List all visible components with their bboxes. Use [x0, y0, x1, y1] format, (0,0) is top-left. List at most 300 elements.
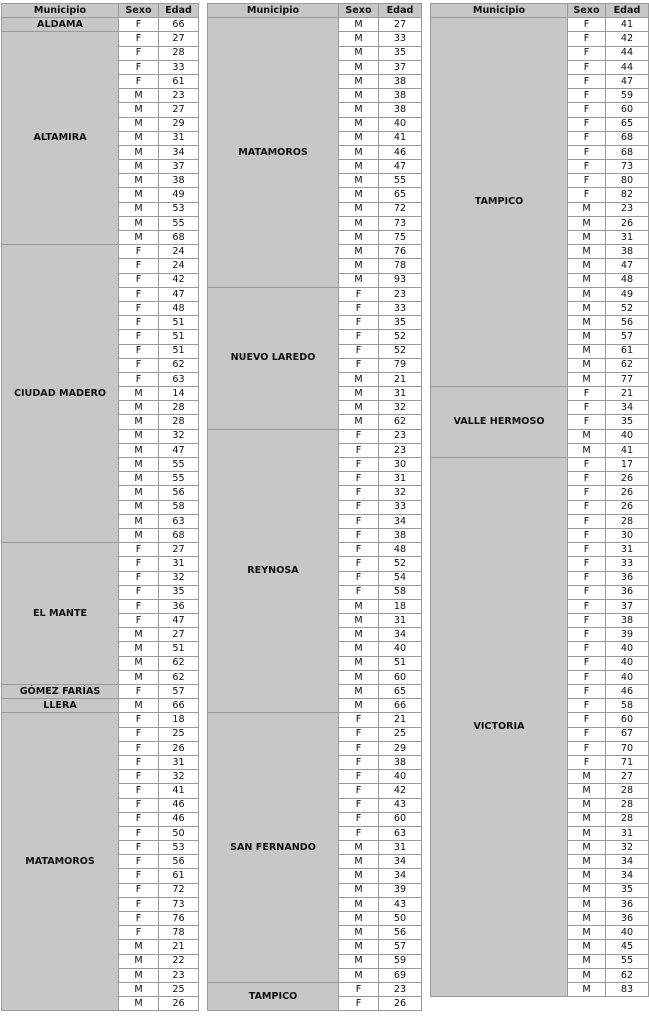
edad-cell: 42: [606, 32, 649, 46]
sexo-cell: F: [339, 458, 379, 472]
edad-cell: 47: [159, 287, 199, 301]
edad-cell: 38: [606, 614, 649, 628]
edad-cell: 25: [379, 727, 422, 741]
sexo-cell: M: [119, 188, 159, 202]
edad-cell: 68: [606, 131, 649, 145]
sexo-cell: F: [119, 897, 159, 911]
edad-cell: 31: [379, 472, 422, 486]
sexo-cell: F: [568, 415, 606, 429]
edad-cell: 68: [159, 528, 199, 542]
sexo-cell: M: [568, 287, 606, 301]
edad-cell: 51: [159, 642, 199, 656]
edad-cell: 38: [159, 174, 199, 188]
sexo-cell: F: [119, 60, 159, 74]
sexo-cell: M: [119, 443, 159, 457]
sexo-cell: F: [119, 330, 159, 344]
municipio-cell: GÓMEZ FARÍAS: [2, 685, 119, 699]
sexo-cell: M: [339, 372, 379, 386]
sexo-cell: F: [568, 585, 606, 599]
sexo-cell: M: [339, 245, 379, 259]
edad-cell: 51: [159, 344, 199, 358]
edad-cell: 43: [379, 897, 422, 911]
sexo-cell: M: [568, 216, 606, 230]
sexo-cell: M: [339, 103, 379, 117]
sexo-cell: F: [339, 557, 379, 571]
data-table-3: [430, 3, 649, 997]
edad-cell: 72: [379, 202, 422, 216]
edad-cell: 55: [159, 472, 199, 486]
sexo-cell: F: [568, 727, 606, 741]
sexo-cell: F: [568, 642, 606, 656]
edad-cell: 36: [606, 897, 649, 911]
edad-cell: 29: [379, 741, 422, 755]
edad-cell: 49: [159, 188, 199, 202]
edad-cell: 48: [159, 301, 199, 315]
edad-cell: 14: [159, 387, 199, 401]
sexo-cell: F: [568, 755, 606, 769]
sexo-cell: F: [119, 926, 159, 940]
edad-cell: 25: [159, 727, 199, 741]
edad-cell: 51: [159, 330, 199, 344]
sexo-cell: M: [568, 443, 606, 457]
sexo-cell: F: [339, 330, 379, 344]
edad-cell: 38: [379, 103, 422, 117]
sexo-cell: M: [339, 954, 379, 968]
sexo-cell: F: [339, 528, 379, 542]
sexo-cell: F: [119, 685, 159, 699]
edad-cell: 28: [159, 415, 199, 429]
edad-cell: 40: [606, 670, 649, 684]
sexo-cell: M: [119, 145, 159, 159]
edad-cell: 48: [606, 273, 649, 287]
edad-cell: 23: [379, 443, 422, 457]
edad-cell: 60: [606, 713, 649, 727]
sexo-cell: F: [568, 614, 606, 628]
sexo-cell: M: [568, 812, 606, 826]
sexo-cell: M: [568, 940, 606, 954]
edad-cell: 71: [606, 755, 649, 769]
table-row: [431, 458, 649, 472]
edad-cell: 27: [379, 18, 422, 32]
sexo-cell: F: [339, 727, 379, 741]
sexo-cell: M: [339, 855, 379, 869]
sexo-cell: M: [119, 401, 159, 415]
municipio-cell: MATAMOROS: [208, 18, 339, 288]
edad-cell: 60: [379, 812, 422, 826]
edad-cell: 79: [379, 358, 422, 372]
edad-cell: 65: [606, 117, 649, 131]
sexo-cell: F: [568, 160, 606, 174]
sexo-cell: M: [568, 826, 606, 840]
sexo-cell: M: [339, 18, 379, 32]
sexo-cell: M: [119, 670, 159, 684]
sexo-cell: F: [568, 117, 606, 131]
edad-cell: 27: [159, 543, 199, 557]
edad-cell: 63: [159, 514, 199, 528]
edad-cell: 38: [379, 528, 422, 542]
sexo-cell: F: [119, 74, 159, 88]
municipio-cell: NUEVO LAREDO: [208, 287, 339, 429]
edad-cell: 62: [379, 415, 422, 429]
sexo-cell: F: [568, 103, 606, 117]
sexo-cell: F: [119, 798, 159, 812]
sexo-cell: F: [119, 855, 159, 869]
sexo-cell: F: [568, 670, 606, 684]
edad-cell: 58: [606, 699, 649, 713]
sexo-cell: M: [568, 770, 606, 784]
edad-cell: 60: [379, 670, 422, 684]
edad-cell: 40: [379, 117, 422, 131]
municipio-cell: MATAMOROS: [2, 713, 119, 1011]
edad-cell: 37: [159, 160, 199, 174]
edad-cell: 47: [606, 259, 649, 273]
edad-cell: 76: [379, 245, 422, 259]
edad-cell: 66: [379, 699, 422, 713]
table-row: [2, 685, 199, 699]
edad-cell: 26: [606, 500, 649, 514]
edad-cell: 18: [159, 713, 199, 727]
edad-cell: 21: [606, 387, 649, 401]
edad-cell: 31: [159, 131, 199, 145]
sexo-cell: M: [339, 670, 379, 684]
table-row: [208, 429, 422, 443]
sexo-cell: F: [568, 174, 606, 188]
sexo-cell: M: [339, 145, 379, 159]
edad-cell: 56: [606, 316, 649, 330]
edad-cell: 32: [159, 770, 199, 784]
edad-cell: 28: [606, 812, 649, 826]
edad-cell: 42: [379, 784, 422, 798]
edad-cell: 78: [159, 926, 199, 940]
edad-cell: 59: [379, 954, 422, 968]
edad-cell: 31: [159, 755, 199, 769]
edad-cell: 38: [379, 755, 422, 769]
edad-cell: 38: [606, 245, 649, 259]
sexo-cell: M: [119, 656, 159, 670]
sexo-cell: M: [119, 628, 159, 642]
sexo-cell: F: [119, 259, 159, 273]
edad-cell: 49: [606, 287, 649, 301]
edad-cell: 26: [159, 741, 199, 755]
sexo-cell: F: [339, 543, 379, 557]
edad-cell: 63: [159, 372, 199, 386]
edad-cell: 34: [379, 855, 422, 869]
sexo-cell: M: [339, 160, 379, 174]
edad-cell: 27: [606, 770, 649, 784]
sexo-cell: F: [339, 741, 379, 755]
sexo-cell: M: [339, 174, 379, 188]
edad-cell: 33: [159, 60, 199, 74]
table-row: [208, 287, 422, 301]
edad-cell: 45: [606, 940, 649, 954]
edad-cell: 55: [159, 216, 199, 230]
sexo-cell: M: [568, 784, 606, 798]
edad-cell: 28: [606, 514, 649, 528]
edad-cell: 26: [159, 997, 199, 1011]
sexo-cell: F: [119, 571, 159, 585]
sexo-cell: M: [339, 273, 379, 287]
edad-cell: 73: [606, 160, 649, 174]
sexo-cell: M: [568, 798, 606, 812]
edad-cell: 39: [379, 883, 422, 897]
edad-cell: 33: [379, 32, 422, 46]
edad-cell: 41: [606, 443, 649, 457]
edad-cell: 52: [379, 344, 422, 358]
sexo-cell: M: [119, 954, 159, 968]
sexo-cell: F: [568, 32, 606, 46]
edad-cell: 51: [379, 656, 422, 670]
edad-cell: 21: [159, 940, 199, 954]
sexo-cell: F: [568, 628, 606, 642]
edad-cell: 31: [379, 841, 422, 855]
edad-cell: 24: [159, 259, 199, 273]
sexo-cell: F: [339, 826, 379, 840]
sexo-cell: M: [339, 628, 379, 642]
edad-cell: 62: [606, 358, 649, 372]
edad-cell: 35: [379, 316, 422, 330]
table-row: [2, 32, 199, 46]
edad-cell: 53: [159, 841, 199, 855]
municipio-cell: ALDAMA: [2, 18, 119, 32]
sexo-cell: F: [568, 599, 606, 613]
sexo-cell: M: [339, 32, 379, 46]
edad-cell: 47: [159, 443, 199, 457]
edad-cell: 57: [379, 940, 422, 954]
data-table-2: [207, 3, 422, 1011]
sexo-cell: F: [119, 18, 159, 32]
edad-cell: 46: [159, 812, 199, 826]
edad-cell: 28: [159, 46, 199, 60]
sexo-cell: M: [339, 883, 379, 897]
sexo-cell: F: [119, 344, 159, 358]
sexo-cell: M: [568, 202, 606, 216]
edad-cell: 77: [606, 372, 649, 386]
sexo-cell: F: [119, 727, 159, 741]
edad-cell: 58: [379, 585, 422, 599]
edad-cell: 41: [606, 18, 649, 32]
edad-cell: 35: [379, 46, 422, 60]
sexo-cell: M: [339, 897, 379, 911]
sexo-cell: M: [119, 387, 159, 401]
header-sexo: Sexo: [339, 4, 379, 18]
sexo-cell: M: [339, 216, 379, 230]
sexo-cell: M: [119, 699, 159, 713]
header-municipio: Municipio: [431, 4, 568, 18]
sexo-cell: F: [339, 443, 379, 457]
sexo-cell: M: [339, 912, 379, 926]
sexo-cell: M: [568, 912, 606, 926]
sexo-cell: F: [339, 713, 379, 727]
sexo-cell: M: [119, 231, 159, 245]
edad-cell: 38: [379, 74, 422, 88]
edad-cell: 32: [379, 486, 422, 500]
sexo-cell: M: [568, 897, 606, 911]
sexo-cell: F: [119, 372, 159, 386]
sexo-cell: F: [119, 812, 159, 826]
sexo-cell: F: [568, 46, 606, 60]
edad-cell: 37: [606, 599, 649, 613]
edad-cell: 61: [159, 869, 199, 883]
sexo-cell: M: [119, 528, 159, 542]
municipio-cell: TAMPICO: [431, 18, 568, 387]
edad-cell: 46: [606, 685, 649, 699]
edad-cell: 28: [606, 798, 649, 812]
sexo-cell: M: [119, 216, 159, 230]
sexo-cell: F: [119, 826, 159, 840]
sexo-cell: F: [119, 358, 159, 372]
edad-cell: 31: [159, 557, 199, 571]
sexo-cell: M: [568, 869, 606, 883]
edad-cell: 32: [159, 571, 199, 585]
sexo-cell: M: [568, 316, 606, 330]
sexo-cell: F: [568, 685, 606, 699]
edad-cell: 61: [606, 344, 649, 358]
sexo-cell: M: [339, 401, 379, 415]
sexo-cell: M: [119, 458, 159, 472]
sexo-cell: M: [339, 869, 379, 883]
sexo-cell: F: [119, 585, 159, 599]
sexo-cell: M: [119, 982, 159, 996]
edad-cell: 37: [379, 60, 422, 74]
sexo-cell: F: [568, 131, 606, 145]
edad-cell: 73: [159, 897, 199, 911]
edad-cell: 32: [606, 841, 649, 855]
sexo-cell: F: [568, 543, 606, 557]
sexo-cell: F: [119, 557, 159, 571]
sexo-cell: M: [568, 841, 606, 855]
sexo-cell: F: [568, 60, 606, 74]
municipio-cell: LLERA: [2, 699, 119, 713]
edad-cell: 56: [159, 486, 199, 500]
edad-cell: 55: [606, 954, 649, 968]
edad-cell: 26: [379, 997, 422, 1011]
sexo-cell: F: [119, 841, 159, 855]
edad-cell: 21: [379, 372, 422, 386]
sexo-cell: F: [119, 543, 159, 557]
edad-cell: 27: [159, 103, 199, 117]
table-row: [2, 543, 199, 557]
sexo-cell: M: [568, 954, 606, 968]
edad-cell: 44: [606, 60, 649, 74]
edad-cell: 33: [379, 301, 422, 315]
sexo-cell: F: [339, 812, 379, 826]
sexo-cell: M: [568, 855, 606, 869]
edad-cell: 23: [159, 968, 199, 982]
edad-cell: 70: [606, 741, 649, 755]
edad-cell: 34: [606, 401, 649, 415]
edad-cell: 44: [606, 46, 649, 60]
edad-cell: 40: [606, 926, 649, 940]
sexo-cell: F: [119, 287, 159, 301]
edad-cell: 63: [379, 826, 422, 840]
edad-cell: 26: [606, 472, 649, 486]
edad-cell: 62: [159, 358, 199, 372]
edad-cell: 82: [606, 188, 649, 202]
sexo-cell: M: [339, 202, 379, 216]
sexo-cell: M: [339, 926, 379, 940]
sexo-cell: M: [339, 387, 379, 401]
edad-cell: 47: [379, 160, 422, 174]
edad-cell: 34: [379, 514, 422, 528]
edad-cell: 18: [379, 599, 422, 613]
edad-cell: 62: [159, 656, 199, 670]
edad-cell: 34: [379, 628, 422, 642]
sexo-cell: F: [568, 74, 606, 88]
edad-cell: 52: [606, 301, 649, 315]
edad-cell: 43: [379, 798, 422, 812]
edad-cell: 35: [606, 883, 649, 897]
sexo-cell: F: [119, 245, 159, 259]
sexo-cell: F: [339, 784, 379, 798]
edad-cell: 22: [159, 954, 199, 968]
sexo-cell: M: [339, 231, 379, 245]
table-row: [208, 713, 422, 727]
sexo-cell: M: [568, 301, 606, 315]
edad-cell: 66: [159, 18, 199, 32]
sexo-cell: M: [339, 60, 379, 74]
sexo-cell: M: [119, 642, 159, 656]
sexo-cell: M: [339, 74, 379, 88]
edad-cell: 47: [606, 74, 649, 88]
sexo-cell: F: [339, 585, 379, 599]
edad-cell: 62: [606, 968, 649, 982]
sexo-cell: F: [568, 89, 606, 103]
sexo-cell: M: [568, 273, 606, 287]
edad-cell: 31: [606, 231, 649, 245]
sexo-cell: F: [339, 798, 379, 812]
sexo-cell: F: [119, 755, 159, 769]
sexo-cell: F: [568, 18, 606, 32]
edad-cell: 78: [379, 259, 422, 273]
municipio-cell: VALLE HERMOSO: [431, 387, 568, 458]
sexo-cell: F: [568, 486, 606, 500]
edad-cell: 23: [379, 429, 422, 443]
edad-cell: 23: [159, 89, 199, 103]
sexo-cell: M: [339, 117, 379, 131]
sexo-cell: F: [339, 316, 379, 330]
sexo-cell: F: [339, 344, 379, 358]
sexo-cell: M: [119, 174, 159, 188]
sexo-cell: M: [339, 614, 379, 628]
table-row: [431, 387, 649, 401]
sexo-cell: M: [568, 926, 606, 940]
sexo-cell: F: [568, 571, 606, 585]
edad-cell: 34: [159, 145, 199, 159]
table-row: [2, 18, 199, 32]
sexo-cell: F: [568, 656, 606, 670]
edad-cell: 36: [606, 912, 649, 926]
edad-cell: 21: [379, 713, 422, 727]
header-municipio: Municipio: [2, 4, 119, 18]
edad-cell: 61: [159, 74, 199, 88]
sexo-cell: F: [339, 486, 379, 500]
sexo-cell: M: [568, 968, 606, 982]
edad-cell: 27: [159, 628, 199, 642]
edad-cell: 47: [159, 614, 199, 628]
sexo-cell: F: [119, 273, 159, 287]
sexo-cell: F: [568, 514, 606, 528]
edad-cell: 42: [159, 273, 199, 287]
sexo-cell: F: [568, 458, 606, 472]
edad-cell: 34: [379, 869, 422, 883]
sexo-cell: M: [339, 968, 379, 982]
edad-cell: 35: [606, 415, 649, 429]
sexo-cell: M: [339, 685, 379, 699]
edad-cell: 40: [606, 656, 649, 670]
sexo-cell: F: [339, 770, 379, 784]
sexo-cell: F: [339, 514, 379, 528]
sexo-cell: M: [568, 429, 606, 443]
